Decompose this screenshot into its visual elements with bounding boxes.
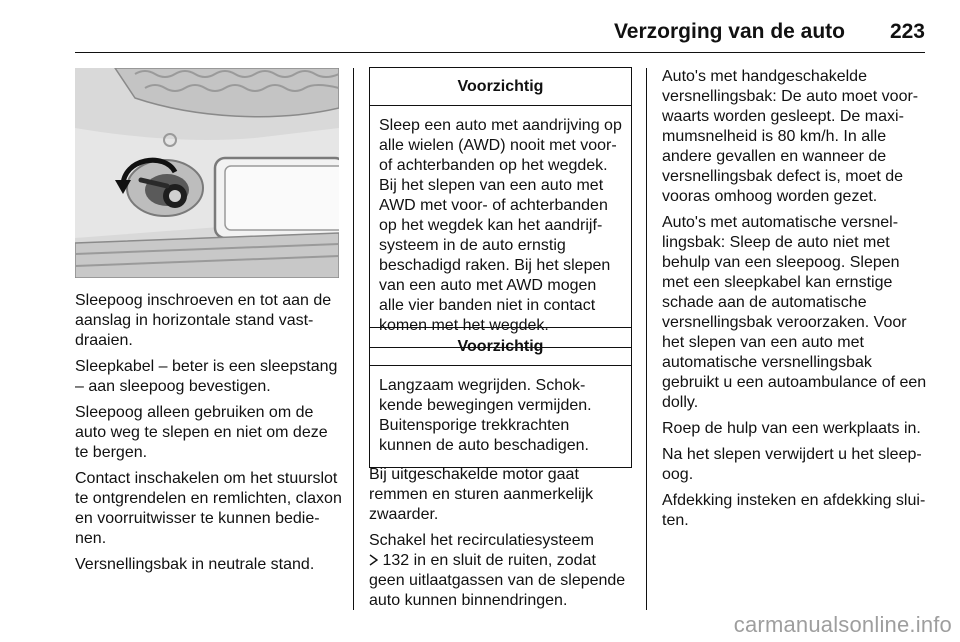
paragraph: Na het slepen verwijdert u het sleepoog. — [662, 446, 922, 483]
paragraph: Auto's met handgeschakelde versnellingsbak: De auto moet voorwaarts worden gesleept. De maximumsnelheid is 80 km/h. In alle andere gevallen en wanneer de versnellingsbak defect is, moet de vooras omhoog worden gezet. — [662, 68, 919, 205]
paragraph: Versnellingsbak in neutrale stand. — [75, 556, 315, 573]
column-divider-2 — [646, 68, 647, 610]
column-left — [75, 291, 343, 581]
watermark-url: carmanualsonline.info — [733, 612, 952, 637]
caution-heading: Voorzichtig — [370, 328, 631, 366]
caution-box-awd — [369, 67, 632, 348]
paragraph: Sleepoog inschroeven en tot aan de aanslag in horizontale stand vastdraaien. — [75, 292, 332, 349]
column-right — [662, 67, 930, 537]
paragraph-text: Schakel het recirculatiesysteem — [369, 532, 594, 549]
paragraph-text: 132 in en sluit de ruiten, zodat geen uitlaatgassen van de slepende auto kunnen binnendringen. — [369, 552, 626, 609]
page-reference-icon — [369, 552, 378, 569]
column-divider-1 — [353, 68, 354, 610]
section-title: Verzorging van de auto — [613, 20, 845, 43]
paragraph: Sleepoog alleen gebruiken om de auto weg te slepen en niet om deze te bergen. — [75, 404, 328, 461]
caution-heading: Voorzichtig — [370, 68, 631, 106]
caution-body: Langzaam wegrijden. Schokkende bewegingen vermijden. Buitensporige trekkrachten kunnen de auto beschadigen. — [379, 377, 592, 454]
caution-box-driving — [369, 327, 632, 468]
caution-body: Sleep een auto met aandrijving op alle wielen (AWD) nooit met voor- of achterbanden op het wegdek. Bij het slepen van een auto met AWD met voor- of achterbanden op het wegdek kan het aandrijfsysteem in de auto ernstig beschadigd raken. Bij het slepen van een auto met AWD mogen alle vier banden niet in contact komen met het wegdek. — [379, 117, 622, 334]
paragraph — [369, 531, 635, 611]
paragraph: Bij uitgeschakelde motor gaat remmen en sturen aanmerkelijk zwaarder. — [369, 466, 594, 523]
tow-eye-illustration — [75, 68, 339, 278]
page-number: 223 — [889, 20, 925, 43]
paragraph: Sleepkabel – beter is een sleepstang – aan sleepoog bevestigen. — [75, 358, 338, 395]
paragraph: Roep de hulp van een werkplaats in. — [662, 420, 921, 437]
header-divider — [75, 52, 925, 53]
tow-eye-drawing — [75, 68, 339, 278]
paragraph: Contact inschakelen om het stuurslot te ontgrendelen en remlichten, claxon en voorruitwisser te kunnen bedienen. — [75, 470, 342, 547]
paragraph: Auto's met automatische versnellingsbak: Sleep de auto niet met behulp van een sleepoog. Slepen met een sleepkabel kan ernstige schade aan de automatische versnellingsbak veroorzaken. Voor het slepen van een auto met automatische versnellingsbak gebruikt u een autoambulance of een dolly. — [662, 214, 927, 411]
page-header — [0, 0, 960, 56]
paragraph: Afdekking insteken en afdekking sluiten. — [662, 492, 926, 529]
column-middle-text — [369, 465, 635, 617]
